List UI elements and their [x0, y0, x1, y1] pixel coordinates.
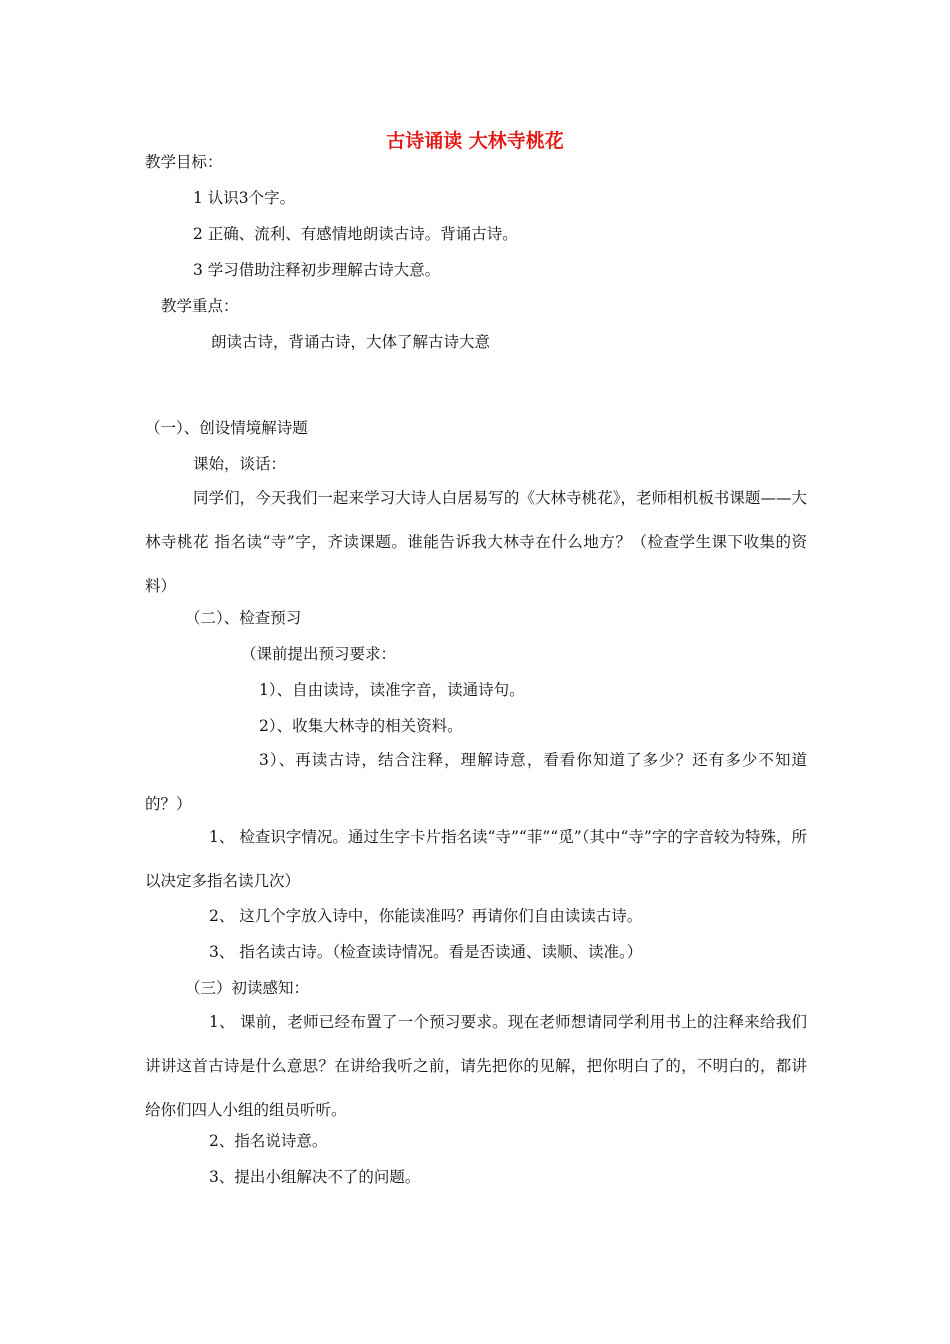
focus-heading: 教学重点： — [161, 297, 239, 315]
goal-item-1: 1 认识3个字。 — [193, 189, 296, 207]
section2-step-1: 1、 检查识字情况。通过生字卡片指名读“寺”“菲”“觅”（其中“寺”字的字音较为特殊，所以决定多指名读几次） — [145, 828, 807, 890]
section1-heading: （一）、创设情境解诗题 — [145, 419, 308, 437]
section2-requirement-3: 3）、再读古诗，结合注释，理解诗意，看看你知道了多少？还有多少不知道的？） — [145, 751, 807, 813]
section2-heading: （二）、检查预习 — [185, 609, 302, 627]
section2-step-3: 3、 指名读古诗。（检查读诗情况。看是否读通、读顺、读准。） — [209, 943, 643, 961]
section2-requirement-1: 1）、自由读诗，读准字音，读通诗句。 — [259, 681, 525, 699]
section1-intro: 课始，谈话： — [193, 455, 287, 473]
section2-step-2: 2、 这几个字放入诗中，你能读准吗？再请你们自由读读古诗。 — [209, 907, 643, 925]
goal-item-2: 2 正确、流利、有感情地朗读古诗。背诵古诗。 — [193, 225, 518, 243]
focus-text: 朗读古诗，背诵古诗，大体了解古诗大意 — [211, 333, 491, 351]
section3-step-2: 2、指名说诗意。 — [209, 1132, 328, 1150]
section3-step-3: 3、提出小组解决不了的问题。 — [209, 1168, 421, 1186]
section3-step-1: 1、 课前，老师已经布置了一个预习要求。现在老师想请同学利用书上的注释来给我们讲讲这首古诗是什么意思？在讲给我听之前，请先把你的见解，把你明白了的，不明白的，都讲给你们四人小组的组员听听。 — [145, 1013, 807, 1119]
section2-requirement-2: 2）、收集大林寺的相关资料。 — [259, 717, 463, 735]
section2-requirements-intro: （课前提出预习要求： — [241, 645, 397, 663]
goals-heading: 教学目标： — [145, 153, 223, 171]
section1-paragraph: 同学们，今天我们一起来学习大诗人白居易写的《大林寺桃花》，老师相机板书课题——大林寺桃花 指名读“寺”字，齐读课题。谁能告诉我大林寺在什么地方？（检查学生课下收集的资料） — [145, 489, 807, 595]
goal-item-3: 3 学习借助注释初步理解古诗大意。 — [193, 261, 441, 279]
section3-heading: （三）初读感知： — [185, 979, 310, 997]
document-title: 古诗诵读 大林寺桃花 — [386, 130, 564, 152]
